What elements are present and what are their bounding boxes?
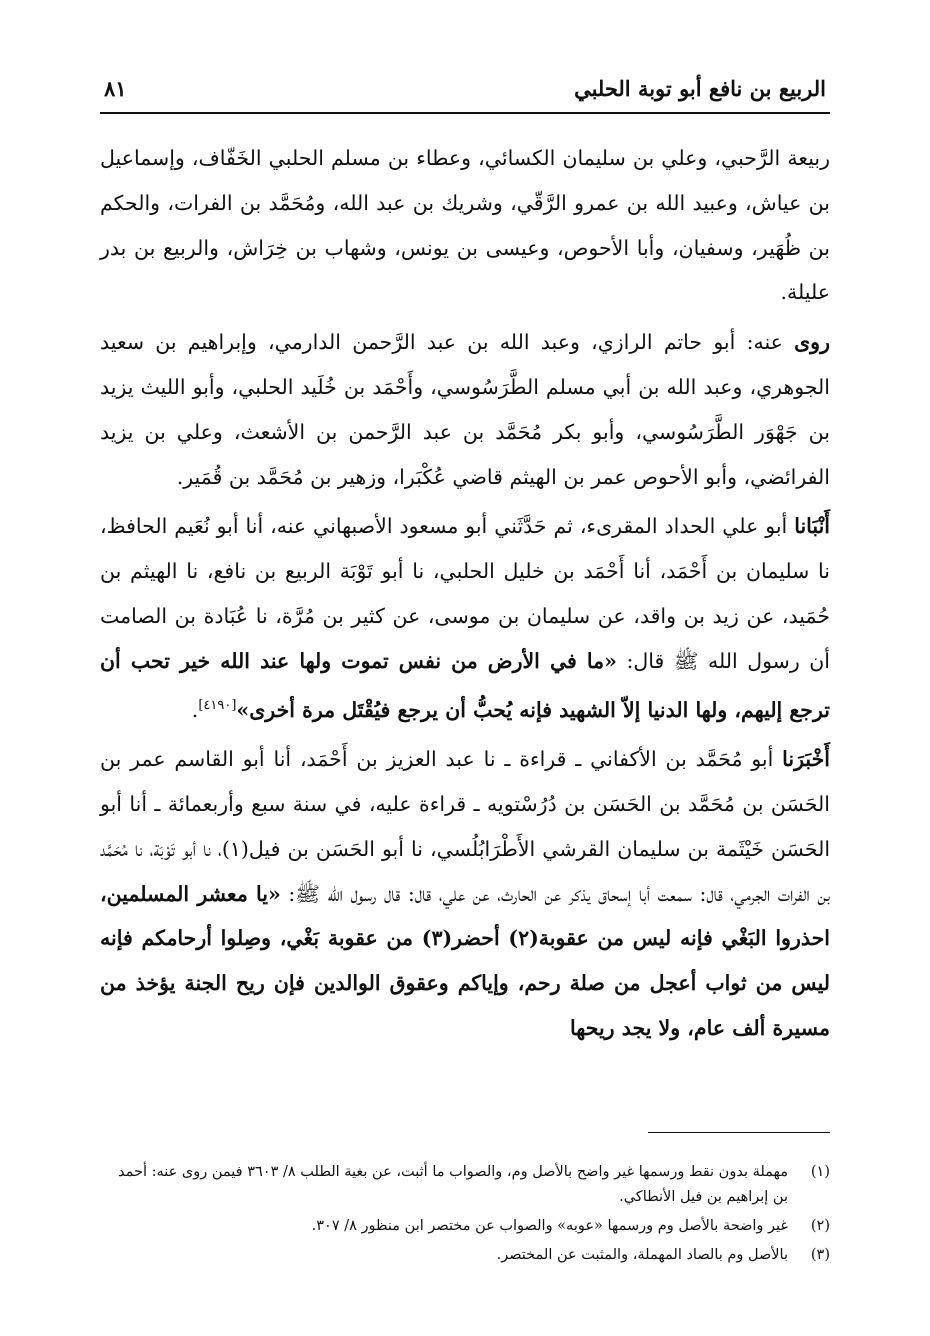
paragraph-lead-word: أَنْبَانا xyxy=(794,514,830,539)
footnotes xyxy=(100,1160,830,1272)
paragraph-narrators xyxy=(100,320,830,499)
footnote xyxy=(100,1160,830,1210)
isnad-text: أبو علي الحداد المقرىء، ثم حَدَّثَني أبو مسعود الأصبهاني عنه، أنا أبو نُعَيم الحافظ، نا سليمان بن أَحْمَد، أنا أَحْمَد بن خليل الحلبي، نا أبو تَوْبَة الربيع بن نافع، نا الهيثم بن حُمَيد، عن زيد بن واقد، عن سليمان بن موسى، عن كثير بن مُرَّة، نا عُبَادة بن الصامت أن رسول الله ﷺ قال: xyxy=(100,514,830,673)
footnote-text: بالأصل وم بالصاد المهملة، والمثبت عن المختصر. xyxy=(496,1247,788,1263)
paragraph-text: ربيعة الرَّحبي، وعلي بن سليمان الكسائي، وعطاء بن مسلم الحلبي الخَفّاف، وإسماعيل بن عياش، وعبيد الله بن عمرو الرَّقّي، وشريك بن عبد الله، ومُحَمَّد بن الفرات، والحكم بن ظُهَير، وسفيان، وأبا الأحوص، وعيسى بن يونس، وشهاب بن خِرَاش، والربيع بن بدر عليلة. xyxy=(100,146,830,305)
footnote-number: (١) xyxy=(810,1164,830,1180)
page-number: ٨١ xyxy=(104,76,127,101)
footnote xyxy=(100,1243,830,1268)
footnote xyxy=(100,1214,830,1239)
hadith-reference-number: [٤١٩٠] xyxy=(198,697,237,713)
paragraph-hadith-1 xyxy=(100,504,830,732)
footnote-text: غير واضحة بالأصل وم ورسمها «عوبه» والصواب عن مختصر ابن منظور ٨/ ٣٠٧. xyxy=(311,1218,788,1234)
hadith-text: «يا معشر المسلمين، احذروا البَغْي فإنه ليس من عقوبة(٢) أحضر(٣) من عقوبة بَغْي، وصِلوا أرحامكم فإنه ليس من ثواب أعجل من صلة رحم، وإياكم وعقوق الوالدين فإن ريح الجنة يؤخذ من مسيرة ألف عام، ولا يجد ريحها xyxy=(100,881,830,1040)
paragraph-hadith-2 xyxy=(100,737,830,1051)
paragraph-end-mark: . xyxy=(191,697,199,722)
isnad-text: أبو مُحَمَّد بن الأكفاني ـ قراءة ـ نا عبد العزيز بن أَحْمَد، أنا أبو القاسم عمر بن الحَسَن بن مُحَمَّد بن الحَسَن بن دُرُسْتويه ـ قراءة عليه، في سنة سبع وأربعمائة ـ أنا أبو الحَسَن خَيْثَمة بن سليمان القرشي الأَطْرَابُلُسي، نا أبو الحَسَن بن فيل(١)، نا أبو تَوْبَة، نا مُحَمَّد بن الفرات الجرمي، قال: سمعت أبا إسحاق يذكر عن الحارث، عن علي، قال: قال رسول الله ﷺ: xyxy=(100,747,831,906)
footnote-number: (٢) xyxy=(810,1218,830,1234)
main-text xyxy=(100,136,830,1051)
footnote-divider xyxy=(648,1132,830,1133)
paragraph-lead-word: روى xyxy=(794,330,830,355)
running-header-title: الربيع بن نافع أبو توبة الحلبي xyxy=(574,76,826,101)
footnote-text: مهملة بدون نقط ورسمها غير واضح بالأصل وم، والصواب ما أثبت، عن بغية الطلب ٨/ ٣٦٠٣ فيمن روى عنه: أحمد بن إبراهيم بن فيل الأنطاكي. xyxy=(118,1164,788,1205)
paragraph-teachers xyxy=(100,136,830,315)
paragraph-text: عنه: أبو حاتم الرازي، وعبد الله بن عبد الرَّحمن الدارمي، وإبراهيم بن سعيد الجوهري، وعبد الله بن أبي مسلم الطَّرَسُوسي، وأَحْمَد بن خُلَيد الحلبي، وأبو الليث يزيد بن جَهْوَر الطَّرَسُوسي، وأبو بكر مُحَمَّد بن عبد الرَّحمن بن الأشعث، وعلي بن يزيد الفرائضي، وأبو الأحوص عمر بن الهيثم قاضي عُكْبَرا، وزهير بن مُحَمَّد بن قُمَير. xyxy=(100,330,830,489)
paragraph-lead-word: أَخْبَرَنا xyxy=(782,747,830,772)
footnote-number: (٣) xyxy=(810,1247,830,1263)
hadith-text: «ما في الأرض من نفس تموت ولها عند الله خير تحب أن ترجع إليهم، ولها الدنيا إلاّ الشهيد فإنه يُحبُّ أن يرجع فيُقْتَل مرة أخرى» xyxy=(100,648,830,722)
header-divider xyxy=(100,112,830,114)
